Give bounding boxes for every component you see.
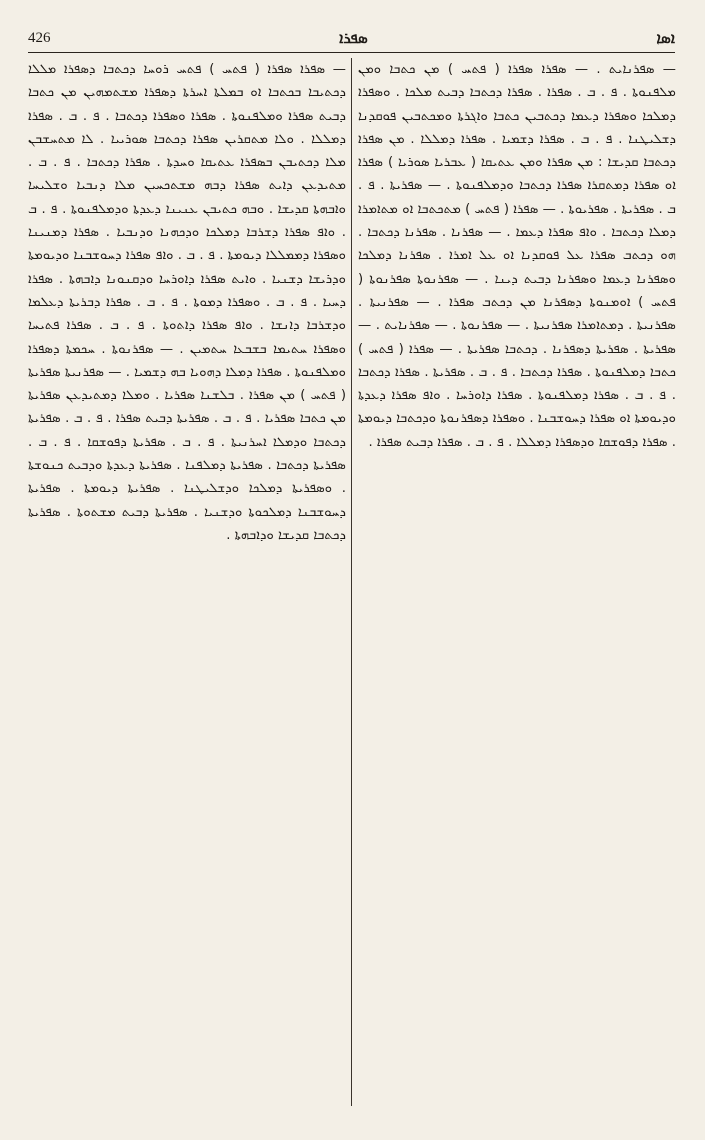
column-divider xyxy=(351,58,352,1106)
page-header xyxy=(28,26,675,50)
left-column xyxy=(28,58,346,1106)
header-rule xyxy=(28,52,675,53)
right-column xyxy=(358,58,676,1106)
running-title: ܣܦܪܐ xyxy=(339,29,368,47)
left-column-text: — ܣܦܪܐ ܣܦܪܐ ( ܦܬܚ ) ܦܬܚ ܪܘܚܐ ܕܟܬܒܐ ܕܣܦܪܐ ܡܠܠܐ ܕܟܬܝܒܐ ܒܟܬܒܐ ܐܘ ܒܡܠܬܐ ܐܚܪܬܐ ܕܣܦܪܐ ܡܫܬܡܗܝܢ ܡܢ ܟܬܒܐ ܕܒܝܬ ܣܦܪܐ ܘܡܠܦܢܘܬܐ . ܣܦܪܐ ܘܣܦܪܐ ܕܟܬܒܐ . ܦ . ܒ . ܣܦܪܐ ܕܡܠܠܐ . ܘܠܐ ܡܬܩܪܝܢ ܣܦܪܐ ܕܟܬܒܐ ܣܘܪܝܝܐ . ܠܐ ܡܬܚܫܒܢ ܡܠܐ ܕܟܬܝܒܢ ܒܣܦܪܐ ܥܬܝܩܐ ܘܚܕܬܐ . ܣܦܪܐ ܕܟܬܒܐ . ܦ . ܒ . ܡܬܝܕܥܢ ܕܐܝܬ ܣܦܪܐ ܕܒܗ ܡܫܬܟܚܝܢ ܡܠܐ ܕܢܒܝܐ ܘܫܠܝܚܐ ܘܐܒܗܬܐ ܩܕܝܫܐ . ܘܒܗ ܟܬܝܒܢ ܥܢܝܢܐ ܕܥܕܬܐ ܘܕܡܠܦܢܘܬܐ . ܦ . ܒ . ܘܐܦ ܣܦܪܐ ܕܫܪܒܐ ܕܡܠܟܐ ܘܕܟܗܢܐ ܘܕܢܒܝܐ . ܣܦܪܐ ܕܡܢܝܢܐ ܘܣܦܪܐ ܕܡܡܠܠܐ ܕܝܘܡܬܐ . ܦ . ܒ . ܘܐܦ ܣܦܪܐ ܕܚܘܫܒܢܐ ܘܕܝܘܡܬܐ ܘܕܪܝܫܐ ܕܫܢܝܐ . ܘܐܝܬ ܣܦܪܐ ܕܐܘܪܚܐ ܘܕܩܢܘܢܐ ܕܐܒܗܬܐ . ܣܦܪܐ ܕܚܝܐ . ܦ . ܒ . ܘܣܦܪܐ ܕܡܘܬܐ . ܦ . ܒ . ܣܦܪܐ ܕܒܪܝܬܐ ܕܥܠܡܐ ܘܕܫܪܒܐ ܕܐܢܫܐ . ܘܐܦ ܣܦܪܐ ܕܐܬܘܬܐ . ܦ . ܒ . ܣܦܪܐ ܦܬܝܚܐ ܘܣܦܪܐ ܚܬܝܡܐ ܒܫܒܥܐ ܚܬܡܝܢ . — ܣܦܪܢܘܬܐ . ܚܟܡܬܐ ܕܣܦܪܐ ܘܡܠܦܢܘܬܐ . ܣܦܪܐ ܕܡܠܐ ܕܗܘܝܐ ܒܗ ܕܫܡܝܐ . — ܣܦܪܢܝܬܐ ܣܦܪܝܬܐ ( ܦܬܚ ) ܡܢ ܣܦܪܐ . ܒܠܫܢܐ ܣܦܪܝܐ . ܘܡܠܐ ܕܡܬܝܕܥܢ ܣܦܪܝܬܐ ܡܢ ܟܬܒܐ ܣܦܪܝܐ . ܦ . ܒ . ܣܦܪܝܬܐ ܕܒܝܬ ܣܦܪܐ . ܦ . ܒ . ܣܦܪܝܬܐ ܕܟܬܒܐ ܘܕܡܠܐ ܐܚܪܢܝܬܐ . ܦ . ܒ . ܣܦܪܝܬܐ ܕܦܘܫܩܐ . ܦ . ܒ . ܣܦܪܝܬܐ ܕܟܬܒܐ . ܣܦܪܝܬܐ ܕܡܠܦܢܐ . ܣܦܪܝܬܐ ܕܥܕܬܐ ܘܕܒܝܬ ܟܢܘܫܬܐ . ܘܣܦܪܝܬܐ ܕܡܠܟܐ ܘܕܫܠܝܛܢܐ . ܣܦܪܝܬܐ ܕܝܘܡܬܐ . ܣܦܪܝܬܐ ܕܚܘܫܒܢܐ ܕܡܠܟܘܬܐ ܘܕܫܢܝܐ . ܣܦܪܝܬܐ ܕܒܝܬ ܡܫܬܘܬܐ . ܣܦܪܝܬܐ ܕܟܬܒܐ ܩܕܝܫܐ ܘܕܐܒܗܬܐ . xyxy=(28,62,346,543)
right-column-text: — ܣܦܪܢܐܝܬ . — ܣܦܪܐ ܣܦܪܐ ( ܦܬܚ ) ܡܢ ܟܬܒܐ ܘܡܢ ܡܠܦܢܘܬܐ . ܦ . ܒ . ܣܦܪܐ . ܣܦܪܐ ܕܟܬܒܐ ܕܒܝܬ ܡܠܟܐ . ܘܣܦܪܐ ܕܡܠܟܐ ܘܣܦܪܐ ܕܥܡܐ ܕܟܬܒܝܢ ܟܬܒܐ ܘܐܓܪܬܐ ܘܡܟܬܒܝܢ ܦܘܩܕܢܐ ܕܫܠܝܛܢܐ . ܦ . ܒ . ܣܦܪܐ ܕܫܡܝܐ . ܣܦܪܐ ܕܡܠܠܐ . ܡܢ ܣܦܪܐ ܕܟܬܒܐ ܩܕܝܫܐ : ܡܢ ܣܦܪܐ ܘܡܢ ܥܬܝܩܐ ( ܥܒܪܝܐ ܣܘܪܝܐ ) ܣܦܪܐ ܐܘ ܣܦܪܐ ܕܡܬܩܪܐ ܣܦܪܐ ܕܟܬܒܐ ܘܕܡܠܦܢܘܬܐ . — ܣܦܪܝܬܐ . ܦ . ܒ . ܣܦܪܝܬܐ . ܣܦܪܝܘܬܐ . — ܣܦܪܐ ( ܦܬܚ ) ܡܬܟܬܒܐ ܐܘ ܡܬܐܡܪܐ ܕܡܠܐ ܕܟܬܒܐ . ܘܐܦ ܣܦܪܐ ܕܥܡܐ . — ܣܦܪܢܐ . ܣܦܪܢܐ ܕܟܬܒܐ . ܗܘ ܕܟܬܒ ܣܦܪܐ ܥܠ ܦܘܩܕܢܐ ܐܘ ܥܠ ܐܡܪܐ . ܣܦܪܢܐ ܕܡܠܟܐ ܘܣܦܪܢܐ ܕܥܡܐ ܘܣܦܪܢܐ ܕܒܝܬ ܕܝܢܐ . — ܣܦܪܢܘܬܐ ܣܦܪܢܘܬܐ ( ܦܬܚ ) ܐܘܡܢܘܬܐ ܕܣܦܪܢܐ ܡܢ ܕܟܬܒ ܣܦܪܐ . — ܣܦܪܢܝܬܐ . ܣܦܪܢܝܬܐ . ܕܡܬܐܡܪܐ ܣܦܪܢܝܬܐ . — ܣܦܪܢܘܬܐ . — ܣܦܪܢܐܝܬ . — ܣܦܪܝܬܐ . ܣܦܪܝܬܐ ܕܣܦܪܢܐ . ܕܟܬܒܐ ܣܦܪܝܬܐ . — ܣܦܪܐ ( ܦܬܚ ) ܟܬܒܐ ܕܡܠܦܢܘܬܐ . ܣܦܪܐ ܕܟܬܒܐ . ܦ . ܒ . ܣܦܪܝܬܐ . ܣܦܪܐ ܕܟܬܒܐ . ܦ . ܒ . ܣܦܪܐ ܕܡܠܦܢܘܬܐ . ܣܦܪܐ ܕܐܘܪܚܐ . ܘܐܦ ܣܦܪܐ ܕܥܕܬܐ ܘܕܝܘܡܬܐ ܐܘ ܣܦܪܐ ܕܚܘܫܒܢܐ . ܘܣܦܪܐ ܕܣܦܪܢܘܬܐ ܘܕܟܬܒܐ ܕܝܘܡܬܐ . ܣܦܪܐ ܕܦܘܫܩܐ ܘܕܣܦܪܐ ܕܡܠܠܐ . ܦ . ܒ . ܣܦܪܐ ܕܒܝܬ ܣܦܪܐ . xyxy=(358,62,676,450)
page-number: 426 xyxy=(28,29,51,46)
section-title: ܐܣܐ xyxy=(656,29,675,47)
